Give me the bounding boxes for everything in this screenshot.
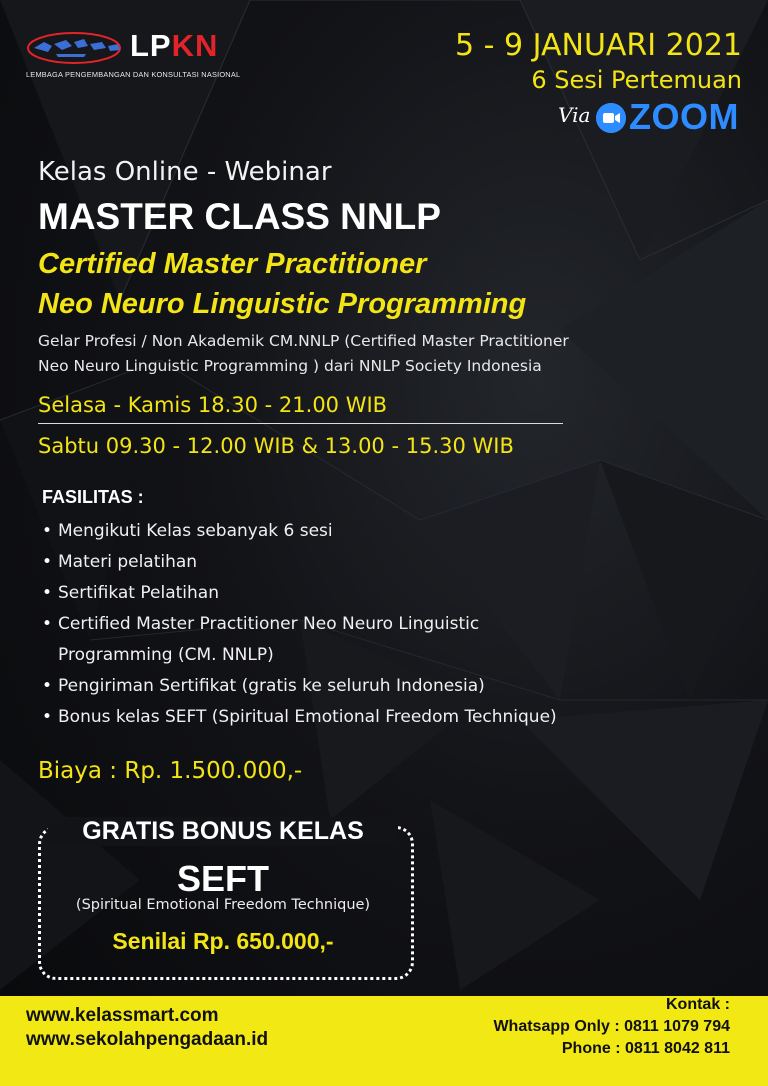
schedule-weekday: Selasa - Kamis 18.30 - 21.00 WIB xyxy=(38,393,388,417)
class-type: Kelas Online - Webinar xyxy=(38,157,332,187)
phone-contact: Phone : 0811 8042 811 xyxy=(561,1040,730,1057)
event-sessions: 6 Sesi Pertemuan xyxy=(531,66,742,94)
facility-item: • Materi pelatihan xyxy=(42,547,682,578)
contact-label: Kontak : xyxy=(666,996,730,1013)
description-line-1: Gelar Profesi / Non Akademik CM.NNLP (Certified Master Practitioner xyxy=(38,332,569,350)
facility-item: • Pengiriman Sertifikat (gratis ke seluruh Indonesia) xyxy=(42,671,682,702)
event-date: 5 - 9 JANUARI 2021 xyxy=(455,28,742,63)
description-line-2: Neo Neuro Linguistic Programming ) dari NNLP Society Indonesia xyxy=(38,357,542,375)
via-label: Via xyxy=(558,103,591,127)
subtitle-line-2: Neo Neuro Linguistic Programming xyxy=(38,288,527,320)
facility-item: • Mengikuti Kelas sebanyak 6 sesi xyxy=(42,516,682,547)
zoom-camera-icon xyxy=(596,103,626,133)
whatsapp-contact: Whatsapp Only : 0811 1079 794 xyxy=(493,1018,730,1035)
bonus-heading: GRATIS BONUS KELAS xyxy=(48,817,398,846)
logo-wordmark: LPKN xyxy=(130,28,219,63)
price: Biaya : Rp. 1.500.000,- xyxy=(38,758,303,784)
facility-item: • Sertifikat Pelatihan xyxy=(42,578,682,609)
facility-item: • Certified Master Practitioner Neo Neuro Linguistic Programming (CM. NNLP) xyxy=(42,609,578,671)
logo-tagline: LEMBAGA PENGEMBANGAN DAN KONSULTASI NASIONAL xyxy=(26,70,241,79)
page-title: MASTER CLASS NNLP xyxy=(38,196,441,237)
facility-item: • Bonus kelas SEFT (Spiritual Emotional Freedom Technique) xyxy=(42,702,682,733)
website-link-2[interactable]: www.sekolahpengadaan.id xyxy=(26,1029,269,1050)
bonus-value: Senilai Rp. 650.000,- xyxy=(112,928,334,954)
subtitle-line-1: Certified Master Practitioner xyxy=(38,248,427,280)
facilities-list xyxy=(42,516,682,733)
description xyxy=(38,329,569,379)
facilities-heading: FASILITAS : xyxy=(42,487,144,507)
zoom-wordmark: ZOOM xyxy=(629,96,739,137)
indonesia-map-icon xyxy=(26,30,122,66)
lpkn-logo xyxy=(26,28,241,83)
bonus-name: SEFT xyxy=(176,858,269,899)
bonus-fullname: (Spiritual Emotional Freedom Technique) xyxy=(75,897,371,913)
schedule-saturday: Sabtu 09.30 - 12.00 WIB & 13.00 - 15.30 WIB xyxy=(38,434,514,458)
website-link-1[interactable]: www.kelassmart.com xyxy=(26,1005,219,1026)
schedule-divider xyxy=(38,423,563,424)
